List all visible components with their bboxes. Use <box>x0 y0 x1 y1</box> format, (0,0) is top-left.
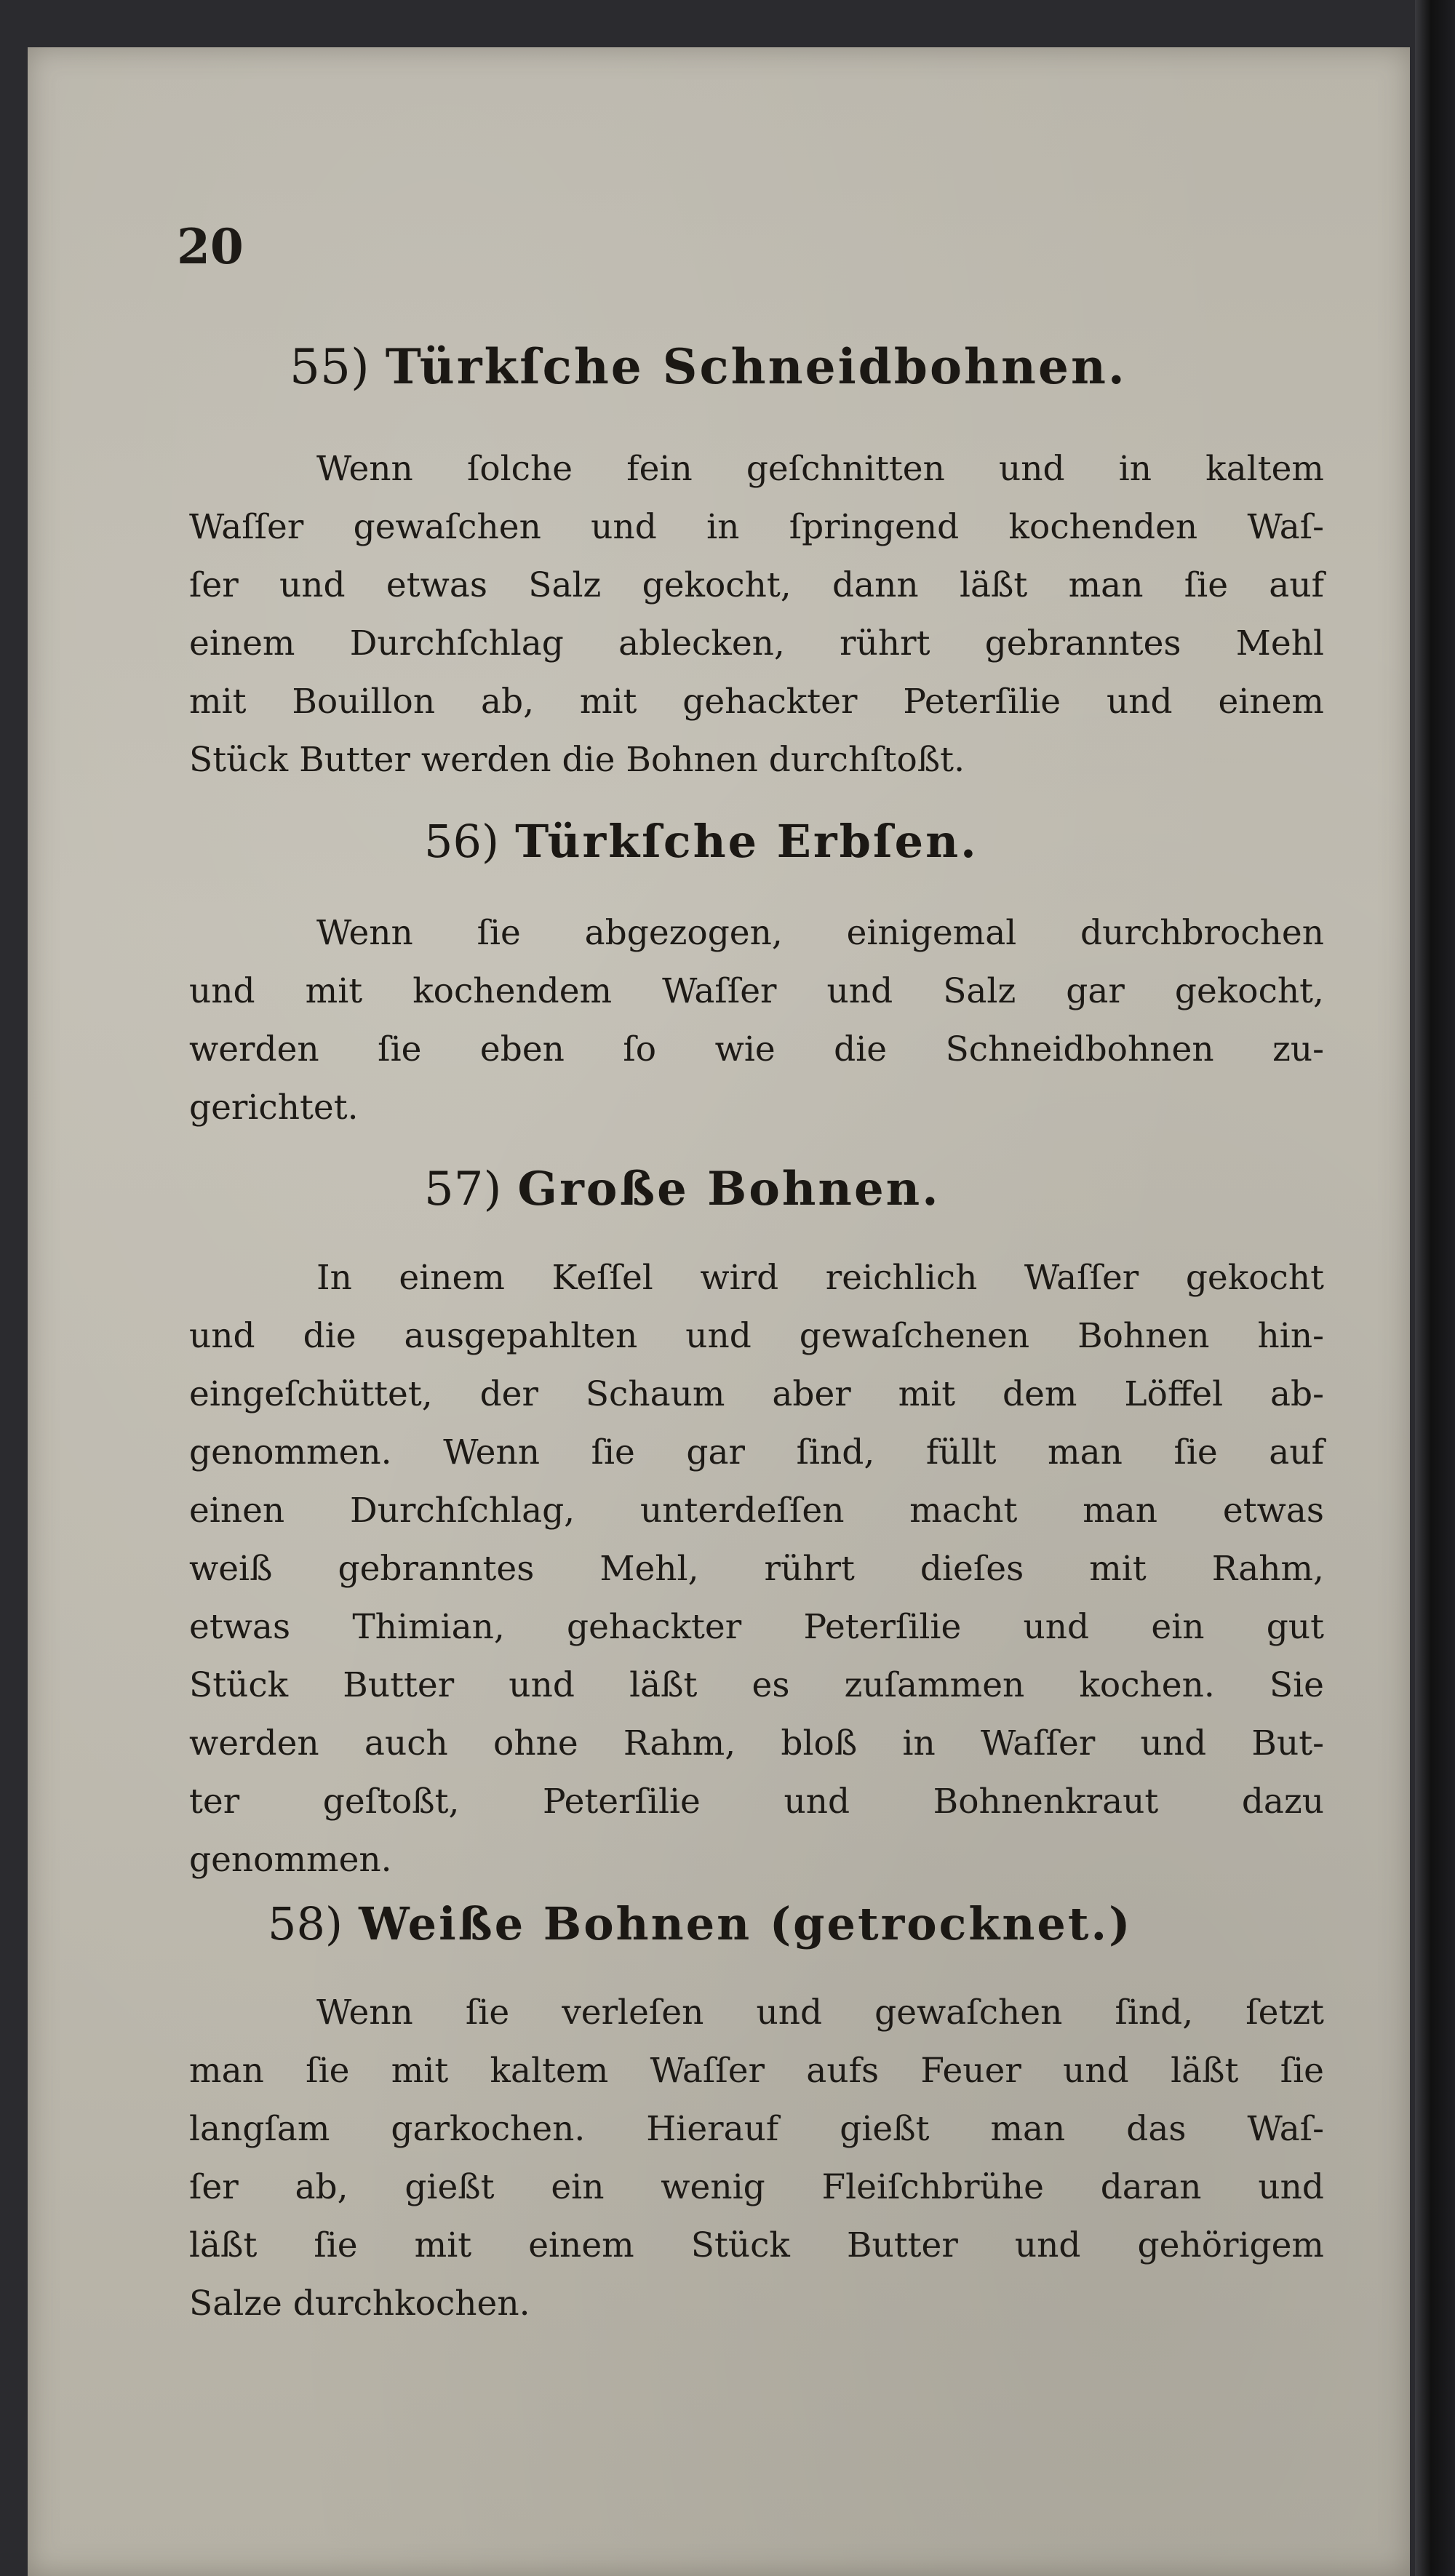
text-line: ſer und etwas Salz gekocht, dann läßt man ſie auf <box>189 565 1324 605</box>
text-line: Wenn ſie verleſen und gewaſchen ſind, ſetzt <box>316 1993 1324 2033</box>
text-line: In einem Keſſel wird reichlich Waſſer gekocht <box>316 1258 1324 1298</box>
recipe-title: Weiße Bohnen (getrocknet.) <box>359 1897 1133 1950</box>
recipe-number: 57) <box>424 1163 502 1216</box>
book-page <box>28 47 1410 2576</box>
recipe-title: Türkſche Schneidbohnen. <box>385 338 1127 395</box>
text-line: einen Durchſchlag, unterdeſſen macht man etwas <box>189 1491 1324 1531</box>
text-line: gerichtet. <box>189 1088 359 1128</box>
text-line: und mit kochendem Waſſer und Salz gar gekocht, <box>189 971 1324 1011</box>
recipe-number: 58) <box>268 1897 343 1950</box>
text-line: einem Durchſchlag ablecken, rührt gebranntes Mehl <box>189 623 1324 663</box>
page-number: 20 <box>177 218 244 275</box>
text-line: Wenn ſie abgezogen, einigemal durchbrochen <box>316 913 1324 953</box>
recipe-heading-57 <box>424 1162 940 1216</box>
text-line: genommen. Wenn ſie gar ſind, füllt man ſie auf <box>189 1432 1324 1472</box>
book-edge-shadow <box>1415 0 1455 2576</box>
recipe-number: 56) <box>424 815 500 868</box>
text-line: etwas Thimian, gehackter Peterſilie und ein gut <box>189 1607 1324 1647</box>
recipe-heading-56 <box>424 815 978 868</box>
recipe-text-58 <box>189 1984 1324 2333</box>
text-line: ter geſtoßt, Peterſilie und Bohnenkraut dazu <box>189 1782 1324 1822</box>
recipe-title: Große Bohnen. <box>517 1162 941 1216</box>
text-line: ſer ab, gießt ein wenig Fleiſchbrühe daran und <box>189 2167 1324 2207</box>
recipe-heading-55 <box>290 338 1127 395</box>
text-line: weiß gebranntes Mehl, rührt dieſes mit Rahm, <box>189 1549 1324 1589</box>
text-line: läßt ſie mit einem Stück Butter und gehörigem <box>189 2225 1324 2265</box>
recipe-heading-58 <box>268 1897 1132 1950</box>
text-line: langſam garkochen. Hierauf gießt man das Waſ- <box>189 2109 1324 2149</box>
text-line: Wenn ſolche fein geſchnitten und in kaltem <box>316 449 1324 489</box>
recipe-number: 55) <box>290 339 370 395</box>
recipe-text-55 <box>189 440 1324 789</box>
text-line: werden auch ohne Rahm, bloß in Waſſer und But- <box>189 1723 1324 1763</box>
text-line: Stück Butter werden die Bohnen durchſtoßt. <box>189 740 965 780</box>
text-line: Stück Butter und läßt es zuſammen kochen. Sie <box>189 1665 1324 1705</box>
text-line: eingeſchüttet, der Schaum aber mit dem Löffel ab- <box>189 1374 1324 1414</box>
recipe-text-56 <box>189 904 1324 1137</box>
text-line: werden ſie eben ſo wie die Schneidbohnen zu- <box>189 1029 1324 1069</box>
text-line: mit Bouillon ab, mit gehackter Peterſilie und einem <box>189 682 1324 722</box>
text-line: Salze durchkochen. <box>189 2284 530 2324</box>
recipe-title: Türkſche Erbſen. <box>515 815 978 868</box>
text-line: und die ausgepahlten und gewaſchenen Bohnen hin- <box>189 1316 1324 1356</box>
text-line: Waſſer gewaſchen und in ſpringend kochenden Waſ- <box>189 507 1324 547</box>
text-line: man ſie mit kaltem Waſſer aufs Feuer und läßt ſie <box>189 2051 1324 2091</box>
recipe-text-57 <box>189 1249 1324 1889</box>
text-line: genommen. <box>189 1840 392 1880</box>
